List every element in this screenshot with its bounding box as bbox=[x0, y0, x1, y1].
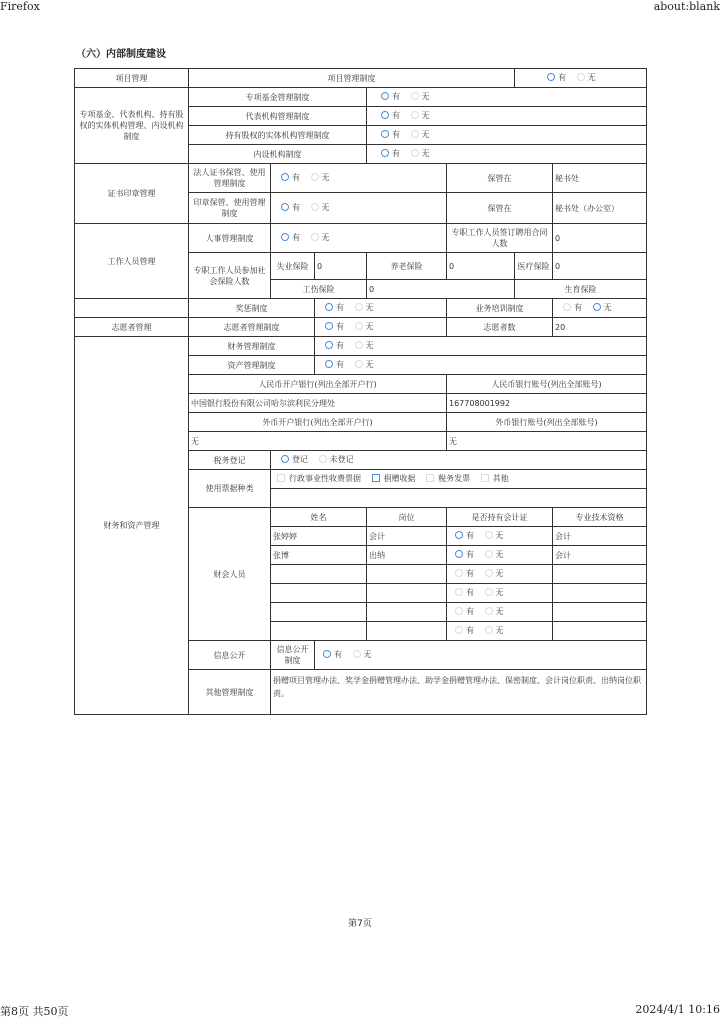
radio-icon[interactable] bbox=[281, 455, 289, 463]
radio-icon[interactable] bbox=[355, 303, 363, 311]
radio-icon[interactable] bbox=[593, 303, 601, 311]
radio-icon[interactable] bbox=[381, 92, 389, 100]
volunteer-rules-options: 有 无 bbox=[315, 318, 447, 337]
internal-rules-table bbox=[74, 68, 647, 715]
checkbox-icon[interactable] bbox=[277, 474, 285, 482]
label-internal-org-rules: 内设机构制度 bbox=[189, 145, 367, 164]
label-kept-at-2: 保管在 bbox=[447, 193, 553, 224]
label-pension-ins: 养老保险 bbox=[367, 253, 447, 280]
label-fx-bank: 外币开户银行(列出全部开户行) bbox=[189, 413, 447, 432]
injury-ins-value: 0 bbox=[367, 280, 515, 299]
unemployment-ins-value: 0 bbox=[315, 253, 367, 280]
label-finance-assets: 财务和资产管理 bbox=[75, 337, 189, 715]
volunteer-count-value: 20 bbox=[553, 318, 647, 337]
radio-icon[interactable] bbox=[281, 173, 289, 181]
label-volunteer-mgmt: 志愿者管理 bbox=[75, 318, 189, 337]
col-cert: 是否持有会计证 bbox=[447, 508, 553, 527]
label-training-rules: 业务培训制度 bbox=[447, 299, 553, 318]
table-row: 有 无 bbox=[75, 584, 647, 603]
browser-url: about:blank bbox=[653, 0, 720, 13]
label-special-fund-rules: 专项基金管理制度 bbox=[189, 88, 367, 107]
label-injury-ins: 工伤保险 bbox=[271, 280, 367, 299]
label-info-disclosure-rules: 信息公开制度 bbox=[271, 641, 315, 670]
radio-icon[interactable] bbox=[455, 588, 463, 596]
col-name: 姓名 bbox=[271, 508, 367, 527]
asset-rules-options: 有 无 bbox=[315, 356, 647, 375]
label-reward-rules: 奖惩制度 bbox=[189, 299, 315, 318]
page-number: 第7页 bbox=[348, 919, 372, 929]
label-project-mgmt: 项目管理 bbox=[75, 69, 189, 88]
table-row: 有 无 bbox=[75, 622, 647, 641]
radio-icon[interactable] bbox=[311, 203, 319, 211]
label-unemployment-ins: 失业保险 bbox=[271, 253, 315, 280]
radio-icon[interactable] bbox=[485, 550, 493, 558]
contract-count-value: 0 bbox=[553, 224, 647, 253]
label-contract-count: 专职工作人员签订聘用合同人数 bbox=[447, 224, 553, 253]
label-staff-mgmt: 工作人员管理 bbox=[75, 224, 189, 299]
col-post: 岗位 bbox=[367, 508, 447, 527]
radio-icon[interactable] bbox=[325, 341, 333, 349]
label-rep-office-rules: 代表机构管理制度 bbox=[189, 107, 367, 126]
label-project-rules: 项目管理制度 bbox=[189, 69, 515, 88]
radio-icon[interactable] bbox=[325, 360, 333, 368]
section-title: （六）内部制度建设 bbox=[76, 49, 166, 60]
receipt-types-options: 行政事业性收费票据 捐赠收据 税务发票 其他 bbox=[271, 470, 647, 489]
radio-icon[interactable] bbox=[455, 607, 463, 615]
rep-office-options: 有 无 bbox=[367, 107, 647, 126]
radio-icon[interactable] bbox=[311, 233, 319, 241]
pension-ins-value: 0 bbox=[447, 253, 515, 280]
radio-icon[interactable] bbox=[353, 650, 361, 658]
label-special-funds: 专项基金、代表机构、持有股权的实体机构管理、内设机构制度 bbox=[75, 88, 189, 164]
checkbox-icon[interactable] bbox=[372, 474, 380, 482]
label-receipt-types: 使用票据种类 bbox=[189, 470, 271, 508]
radio-icon[interactable] bbox=[355, 322, 363, 330]
checkbox-icon[interactable] bbox=[426, 474, 434, 482]
radio-icon[interactable] bbox=[325, 303, 333, 311]
label-hr-rules: 人事管理制度 bbox=[189, 224, 271, 253]
training-rules-options: 有 无 bbox=[553, 299, 647, 318]
radio-icon[interactable] bbox=[485, 531, 493, 539]
radio-icon[interactable] bbox=[381, 149, 389, 157]
rmb-account-value: 167708001992 bbox=[447, 394, 647, 413]
table-row: 有 无 bbox=[75, 565, 647, 584]
radio-icon[interactable] bbox=[455, 626, 463, 634]
reward-rules-options: 有 无 bbox=[315, 299, 447, 318]
radio-icon[interactable] bbox=[381, 111, 389, 119]
info-disclosure-options: 有 无 bbox=[315, 641, 647, 670]
equity-entity-options: 有 无 bbox=[367, 126, 647, 145]
radio-icon[interactable] bbox=[311, 173, 319, 181]
table-row: 有 无 bbox=[75, 603, 647, 622]
table-row: 张婷婷 会计 有 无 会计 bbox=[75, 527, 647, 546]
rmb-bank-value: 中国银行股份有限公司哈尔滨利民分理处 bbox=[189, 394, 447, 413]
other-rules-value: 捐赠项目管理办法、奖学金捐赠管理办法、助学金捐赠管理办法、保密制度、会计岗位职责、出纳岗位职责。 bbox=[271, 670, 647, 715]
radio-icon[interactable] bbox=[319, 455, 327, 463]
label-volunteer-rules: 志愿者管理制度 bbox=[189, 318, 315, 337]
label-rmb-account: 人民币银行账号(列出全部账号) bbox=[447, 375, 647, 394]
footer-page-count: 第8页 共50页 bbox=[0, 1005, 69, 1018]
kept-at-value-1: 秘书处 bbox=[553, 164, 647, 193]
radio-icon[interactable] bbox=[455, 531, 463, 539]
label-equity-entity-rules: 持有股权的实体机构管理制度 bbox=[189, 126, 367, 145]
radio-icon[interactable] bbox=[411, 111, 419, 119]
cert-rules-options: 有 无 bbox=[271, 164, 447, 193]
label-insured-count: 专职工作人员参加社会保险人数 bbox=[189, 253, 271, 299]
radio-icon[interactable] bbox=[547, 73, 555, 81]
radio-icon[interactable] bbox=[411, 130, 419, 138]
table-row: 张博 出纳 有 无 会计 bbox=[75, 546, 647, 565]
label-other-rules: 其他管理制度 bbox=[189, 670, 271, 715]
fx-account-value: 无 bbox=[447, 432, 647, 451]
radio-icon[interactable] bbox=[411, 92, 419, 100]
radio-icon[interactable] bbox=[577, 73, 585, 81]
radio-icon[interactable] bbox=[355, 341, 363, 349]
label-kept-at-1: 保管在 bbox=[447, 164, 553, 193]
label-rmb-bank: 人民币开户银行(列出全部开户行) bbox=[189, 375, 447, 394]
radio-icon[interactable] bbox=[411, 149, 419, 157]
radio-icon[interactable] bbox=[281, 233, 289, 241]
kept-at-value-2: 秘书处（办公室） bbox=[553, 193, 647, 224]
radio-icon[interactable] bbox=[323, 650, 331, 658]
radio-icon[interactable] bbox=[325, 322, 333, 330]
label-tax-registration: 税务登记 bbox=[189, 451, 271, 470]
finance-rules-options: 有 无 bbox=[315, 337, 647, 356]
radio-icon[interactable] bbox=[563, 303, 571, 311]
radio-icon[interactable] bbox=[485, 626, 493, 634]
col-qualification: 专业技术资格 bbox=[553, 508, 647, 527]
browser-title: Firefox bbox=[0, 0, 40, 13]
fx-bank-value: 无 bbox=[189, 432, 447, 451]
label-volunteer-count: 志愿者数 bbox=[447, 318, 553, 337]
medical-ins-value: 0 bbox=[553, 253, 647, 280]
label-accounting-staff: 财会人员 bbox=[189, 508, 271, 641]
label-fx-account: 外币银行账号(列出全部账号) bbox=[447, 413, 647, 432]
internal-org-options: 有 无 bbox=[367, 145, 647, 164]
special-fund-options: 有 无 bbox=[367, 88, 647, 107]
radio-icon[interactable] bbox=[355, 360, 363, 368]
radio-icon[interactable] bbox=[485, 569, 493, 577]
label-info-disclosure: 信息公开 bbox=[189, 641, 271, 670]
tax-registration-options: 登记 未登记 bbox=[271, 451, 647, 470]
checkbox-icon[interactable] bbox=[481, 474, 489, 482]
radio-icon[interactable] bbox=[485, 607, 493, 615]
project-rules-options: 有 无 bbox=[515, 69, 647, 88]
label-asset-rules: 资产管理制度 bbox=[189, 356, 315, 375]
label-finance-rules: 财务管理制度 bbox=[189, 337, 315, 356]
footer-datetime: 2024/4/1 10:16 bbox=[635, 1003, 720, 1016]
radio-icon[interactable] bbox=[485, 588, 493, 596]
label-cert-rules: 法人证书保管、使用管理制度 bbox=[189, 164, 271, 193]
label-maternity-ins: 生育保险 bbox=[515, 280, 647, 299]
radio-icon[interactable] bbox=[381, 130, 389, 138]
radio-icon[interactable] bbox=[455, 550, 463, 558]
radio-icon[interactable] bbox=[455, 569, 463, 577]
seal-rules-options: 有 无 bbox=[271, 193, 447, 224]
label-medical-ins: 医疗保险 bbox=[515, 253, 553, 280]
hr-rules-options: 有 无 bbox=[271, 224, 447, 253]
radio-icon[interactable] bbox=[281, 203, 289, 211]
label-cert-seal: 证书印章管理 bbox=[75, 164, 189, 224]
label-seal-rules: 印章保管、使用管理制度 bbox=[189, 193, 271, 224]
